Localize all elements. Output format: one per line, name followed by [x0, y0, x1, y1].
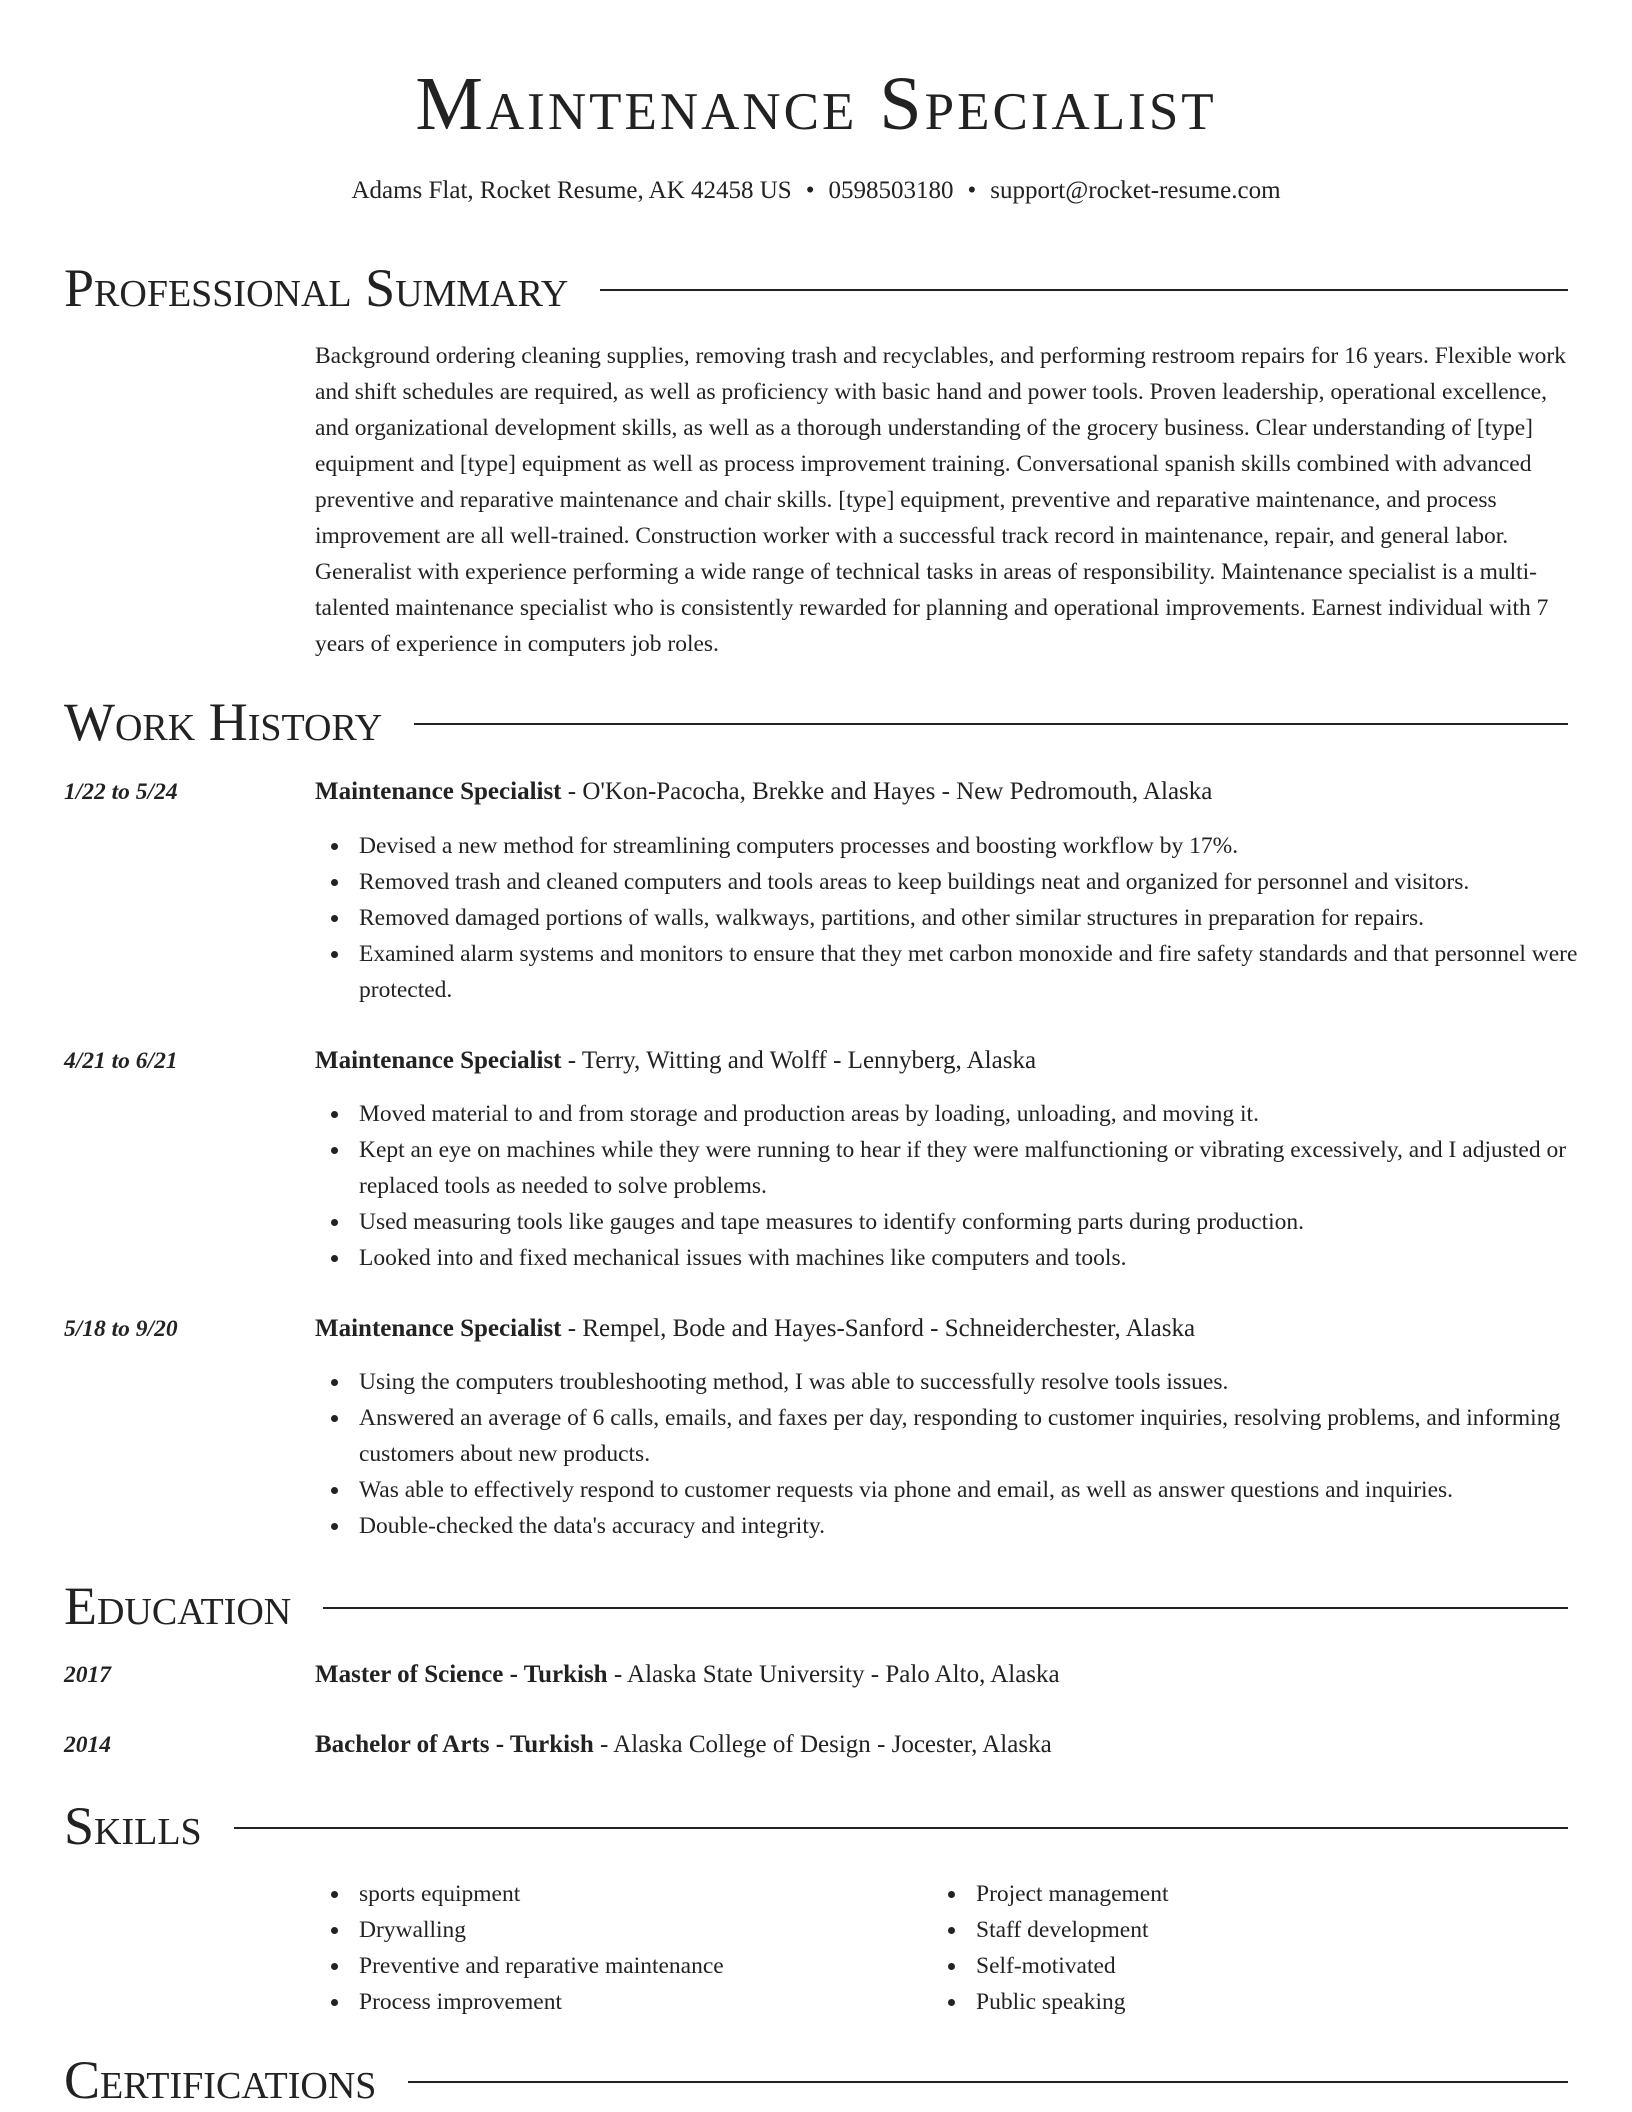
section-divider [600, 289, 1568, 291]
skills-section-header [64, 1794, 1568, 1858]
job-details: - O'Kon-Pacocha, Brekke and Hayes - New Pedromouth, Alaska [561, 778, 1213, 805]
job-bullet: Using the computers troubleshooting method, I was able to successfully resolve tools issues. [359, 1364, 1614, 1400]
skill-item: Public speaking [976, 1984, 1536, 2020]
education-year: 2014 [64, 1732, 111, 1758]
job-bullets [315, 1364, 1614, 1544]
skill-item: Self-motivated [976, 1948, 1536, 1984]
job-role: Maintenance Specialist [315, 1047, 562, 1074]
work-section-header [64, 690, 1568, 754]
education-year: 2017 [64, 1662, 111, 1688]
education-details: - Alaska College of Design - Jocester, Alaska [593, 1731, 1052, 1758]
job-heading [315, 774, 1570, 810]
section-title-work: Work History [64, 692, 383, 752]
section-divider [414, 723, 1568, 725]
education-degree: Master of Science - Turkish [315, 1661, 608, 1688]
contact-email: support@rocket-resume.com [990, 177, 1281, 204]
skill-item: Preventive and reparative maintenance [359, 1948, 919, 1984]
job-role: Maintenance Specialist [315, 1315, 562, 1342]
job-role: Maintenance Specialist [315, 778, 562, 805]
job-dates: 1/22 to 5/24 [64, 779, 178, 805]
job-bullet: Kept an eye on machines while they were running to hear if they were malfunctioning or vibrating excessively, and I adjusted or replaced tools as needed to solve problems. [359, 1132, 1614, 1204]
section-title-skills: Skills [64, 1796, 202, 1856]
candidate-name: Maintenance Specialist [415, 62, 1217, 146]
job-bullet: Removed trash and cleaned computers and tools areas to keep buildings neat and organized for personnel and visitors. [359, 864, 1614, 900]
job-dates: 4/21 to 6/21 [64, 1048, 178, 1074]
section-title-education: Education [64, 1576, 292, 1636]
job-heading [315, 1043, 1570, 1079]
job-bullet: Answered an average of 6 calls, emails, and faxes per day, responding to customer inquiries, resolving problems, and informing customers about new products. [359, 1400, 1614, 1472]
contact-address: Adams Flat, Rocket Resume, AK 42458 US [351, 177, 792, 204]
job-bullet: Double-checked the data's accuracy and integrity. [359, 1508, 1614, 1544]
skills-list-left [315, 1876, 919, 2020]
job-heading [315, 1311, 1570, 1347]
job-bullets [315, 828, 1614, 1008]
skill-item: Drywalling [359, 1912, 919, 1948]
summary-section-header [64, 256, 1568, 320]
contact-separator: • [967, 177, 977, 204]
job-details: - Terry, Witting and Wolff - Lennyberg, Alaska [561, 1047, 1037, 1074]
education-section-header [64, 1574, 1568, 1638]
job-details: - Rempel, Bode and Hayes-Sanford - Schneiderchester, Alaska [561, 1315, 1196, 1342]
job-dates: 5/18 to 9/20 [64, 1316, 178, 1342]
section-title-summary: Professional Summary [64, 258, 569, 318]
contact-phone: 0598503180 [828, 177, 954, 204]
section-divider [323, 1607, 1568, 1609]
section-title-certifications: Certifications [64, 2050, 377, 2110]
education-heading [315, 1657, 1570, 1693]
job-bullet: Moved material to and from storage and production areas by loading, unloading, and moving it. [359, 1096, 1614, 1132]
skill-item: sports equipment [359, 1876, 919, 1912]
job-bullet: Removed damaged portions of walls, walkways, partitions, and other similar structures in preparation for repairs. [359, 900, 1614, 936]
skill-item: Process improvement [359, 1984, 919, 2020]
contact-line [0, 174, 1632, 208]
job-bullet: Used measuring tools like gauges and tape measures to identify conforming parts during production. [359, 1204, 1614, 1240]
job-bullet: Was able to effectively respond to customer requests via phone and email, as well as answer questions and inquiries. [359, 1472, 1614, 1508]
education-heading [315, 1727, 1570, 1763]
certifications-section-header [64, 2048, 1568, 2112]
section-divider [234, 1827, 1568, 1829]
job-bullet: Examined alarm systems and monitors to ensure that they met carbon monoxide and fire safety standards and that personnel were protected. [359, 936, 1614, 1008]
summary-text: Background ordering cleaning supplies, removing trash and recyclables, and performing restroom repairs for 16 years. Flexible work and shift schedules are required, as well as proficiency with basic hand and power tools. Proven leadership, operational excellence, and organizational development skills, as well as a thorough understanding of the grocery business. Clear understanding of [type] equipment and [type] equipment as well as process improvement training. Conversational spanish skills combined with advanced preventive and reparative maintenance and chair skills. [type] equipment, preventive and reparative maintenance, and process improvement are all well-trained. Construction worker with a successful track record in maintenance, repair, and general labor. Generalist with experience performing a wide range of technical tasks in areas of responsibility. Maintenance specialist is a multi-talented maintenance specialist who is consistently rewarded for planning and operational improvements. Earnest individual with 7 years of experience in computers job roles. [315, 343, 1566, 657]
education-details: - Alaska State University - Palo Alto, Alaska [607, 1661, 1060, 1688]
contact-separator: • [805, 177, 815, 204]
skill-item: Staff development [976, 1912, 1536, 1948]
job-bullets [315, 1096, 1614, 1276]
job-bullet: Devised a new method for streamlining computers processes and boosting workflow by 17%. [359, 828, 1614, 864]
section-divider [408, 2081, 1568, 2083]
education-degree: Bachelor of Arts - Turkish [315, 1731, 594, 1758]
skills-list-right [932, 1876, 1536, 2020]
skill-item: Project management [976, 1876, 1536, 1912]
job-bullet: Looked into and fixed mechanical issues with machines like computers and tools. [359, 1240, 1614, 1276]
